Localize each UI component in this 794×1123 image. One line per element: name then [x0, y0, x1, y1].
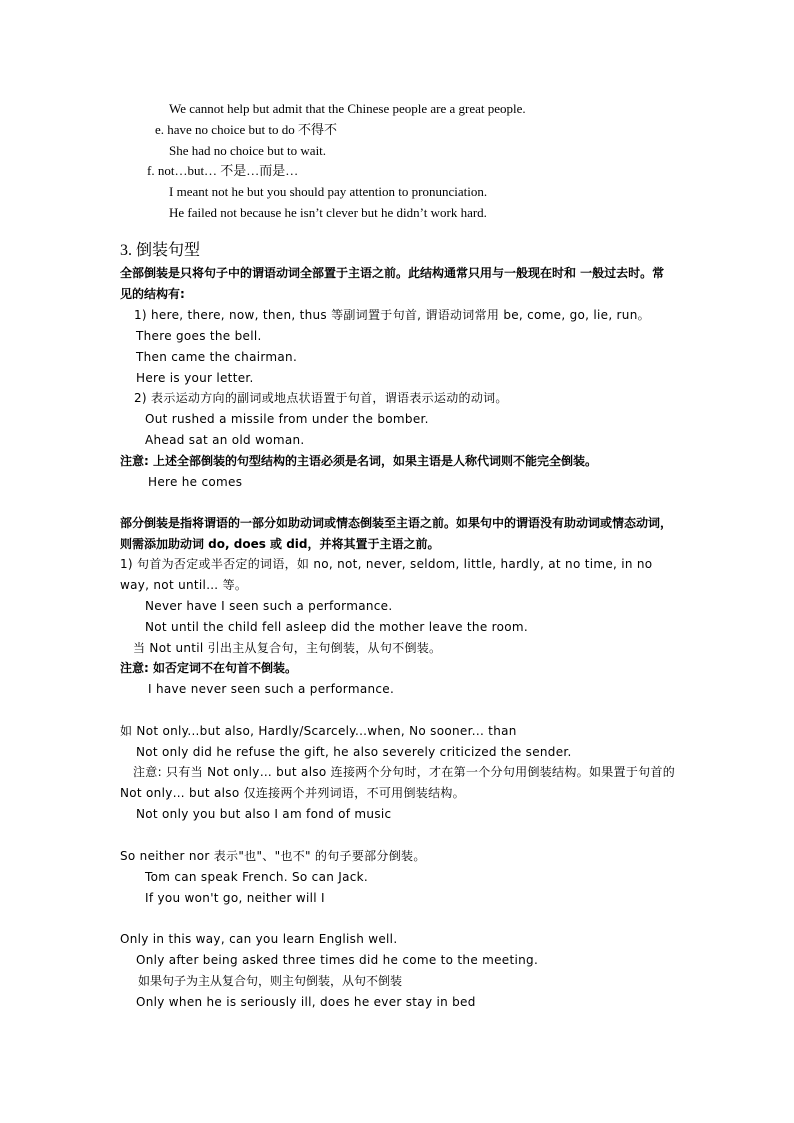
example-sentence: Only after being asked three times did he come to the meeting.: [136, 953, 539, 967]
paragraph-line: 见的结构有:: [120, 287, 185, 301]
example-sentence: She had no choice but to wait.: [169, 143, 327, 158]
example-sentence: We cannot help but admit that the Chinese people are a great people.: [169, 101, 526, 116]
example-sentence: If you won't go, neither will I: [145, 891, 325, 905]
rule-item: 1) 句首为否定或半否定的词语，如 no, not, never, seldom, little, hardly, at no time, in no: [120, 557, 653, 571]
example-sentence: I have never seen such a performance.: [148, 682, 395, 696]
example-sentence: Here is your letter.: [136, 371, 254, 385]
note-line: 注意: 上述全部倒装的句型结构的主语必须是名词，如果主语是人称代词则不能完全倒装。: [120, 454, 597, 468]
list-item-e: e. have no choice but to do 不得不: [155, 122, 337, 137]
rule-item: 2) 表示运动方向的副词或地点状语置于句首，谓语表示运动的动词。: [134, 391, 508, 405]
note-line: 当 Not until 引出主从复合句，主句倒装，从句不倒装。: [133, 641, 442, 655]
example-sentence: Here he comes: [148, 475, 243, 489]
example-sentence: Out rushed a missile from under the bomber.: [145, 412, 429, 426]
note-line: 如果句子为主从复合句，则主句倒装，从句不倒装: [138, 974, 403, 988]
paragraph-line: 全部倒装是只将句子中的谓语动词全部置于主语之前。此结构通常只用与一般现在时和 一般过去时。常: [120, 266, 665, 280]
example-sentence: Not only did he refuse the gift, he also severely criticized the sender.: [136, 745, 572, 759]
example-sentence: Then came the chairman.: [136, 350, 298, 364]
example-sentence: Tom can speak French. So can Jack.: [145, 870, 368, 884]
rule-item-continued: way, not until… 等。: [120, 578, 248, 592]
example-sentence: He failed not because he isn’t clever but he didn’t work hard.: [169, 205, 487, 220]
example-sentence: Ahead sat an old woman.: [145, 433, 305, 447]
list-item-f: f. not…but… 不是…而是…: [147, 163, 299, 178]
rule-item: 如 Not only...but also, Hardly/Scarcely...when, No sooner... than: [120, 724, 517, 738]
paragraph-line: 则需添加助动词 do, does 或 did，并将其置于主语之前。: [120, 537, 440, 551]
rule-item: So neither nor 表示"也"、"也不" 的句子要部分倒装。: [120, 849, 426, 863]
rule-item: Only in this way, can you learn English well.: [120, 932, 398, 946]
note-line: 注意: 如否定词不在句首不倒装。: [120, 661, 297, 675]
paragraph-line: 部分倒装是指将谓语的一部分如助动词或情态倒装至主语之前。如果句中的谓语没有助动词或情态动词，: [120, 516, 673, 530]
note-line: 注意: 只有当 Not only… but also 连接两个分句时，才在第一个分句用倒装结构。如果置于句首的: [133, 765, 676, 779]
example-sentence: Only when he is seriously ill, does he ever stay in bed: [136, 995, 476, 1009]
example-sentence: There goes the bell.: [136, 329, 262, 343]
note-line: Not only… but also 仅连接两个并列词语，不可用倒装结构。: [120, 786, 465, 800]
rule-item: 1) here, there, now, then, thus 等副词置于句首, 谓语动词常用 be, come, go, lie, run。: [134, 308, 650, 322]
example-sentence: I meant not he but you should pay attention to pronunciation.: [169, 184, 488, 199]
example-sentence: Never have I seen such a performance.: [145, 599, 393, 613]
example-sentence: Not until the child fell asleep did the mother leave the room.: [145, 620, 528, 634]
example-sentence: Not only you but also I am fond of music: [136, 807, 392, 821]
section-heading: 3. 倒装句型: [120, 242, 201, 259]
